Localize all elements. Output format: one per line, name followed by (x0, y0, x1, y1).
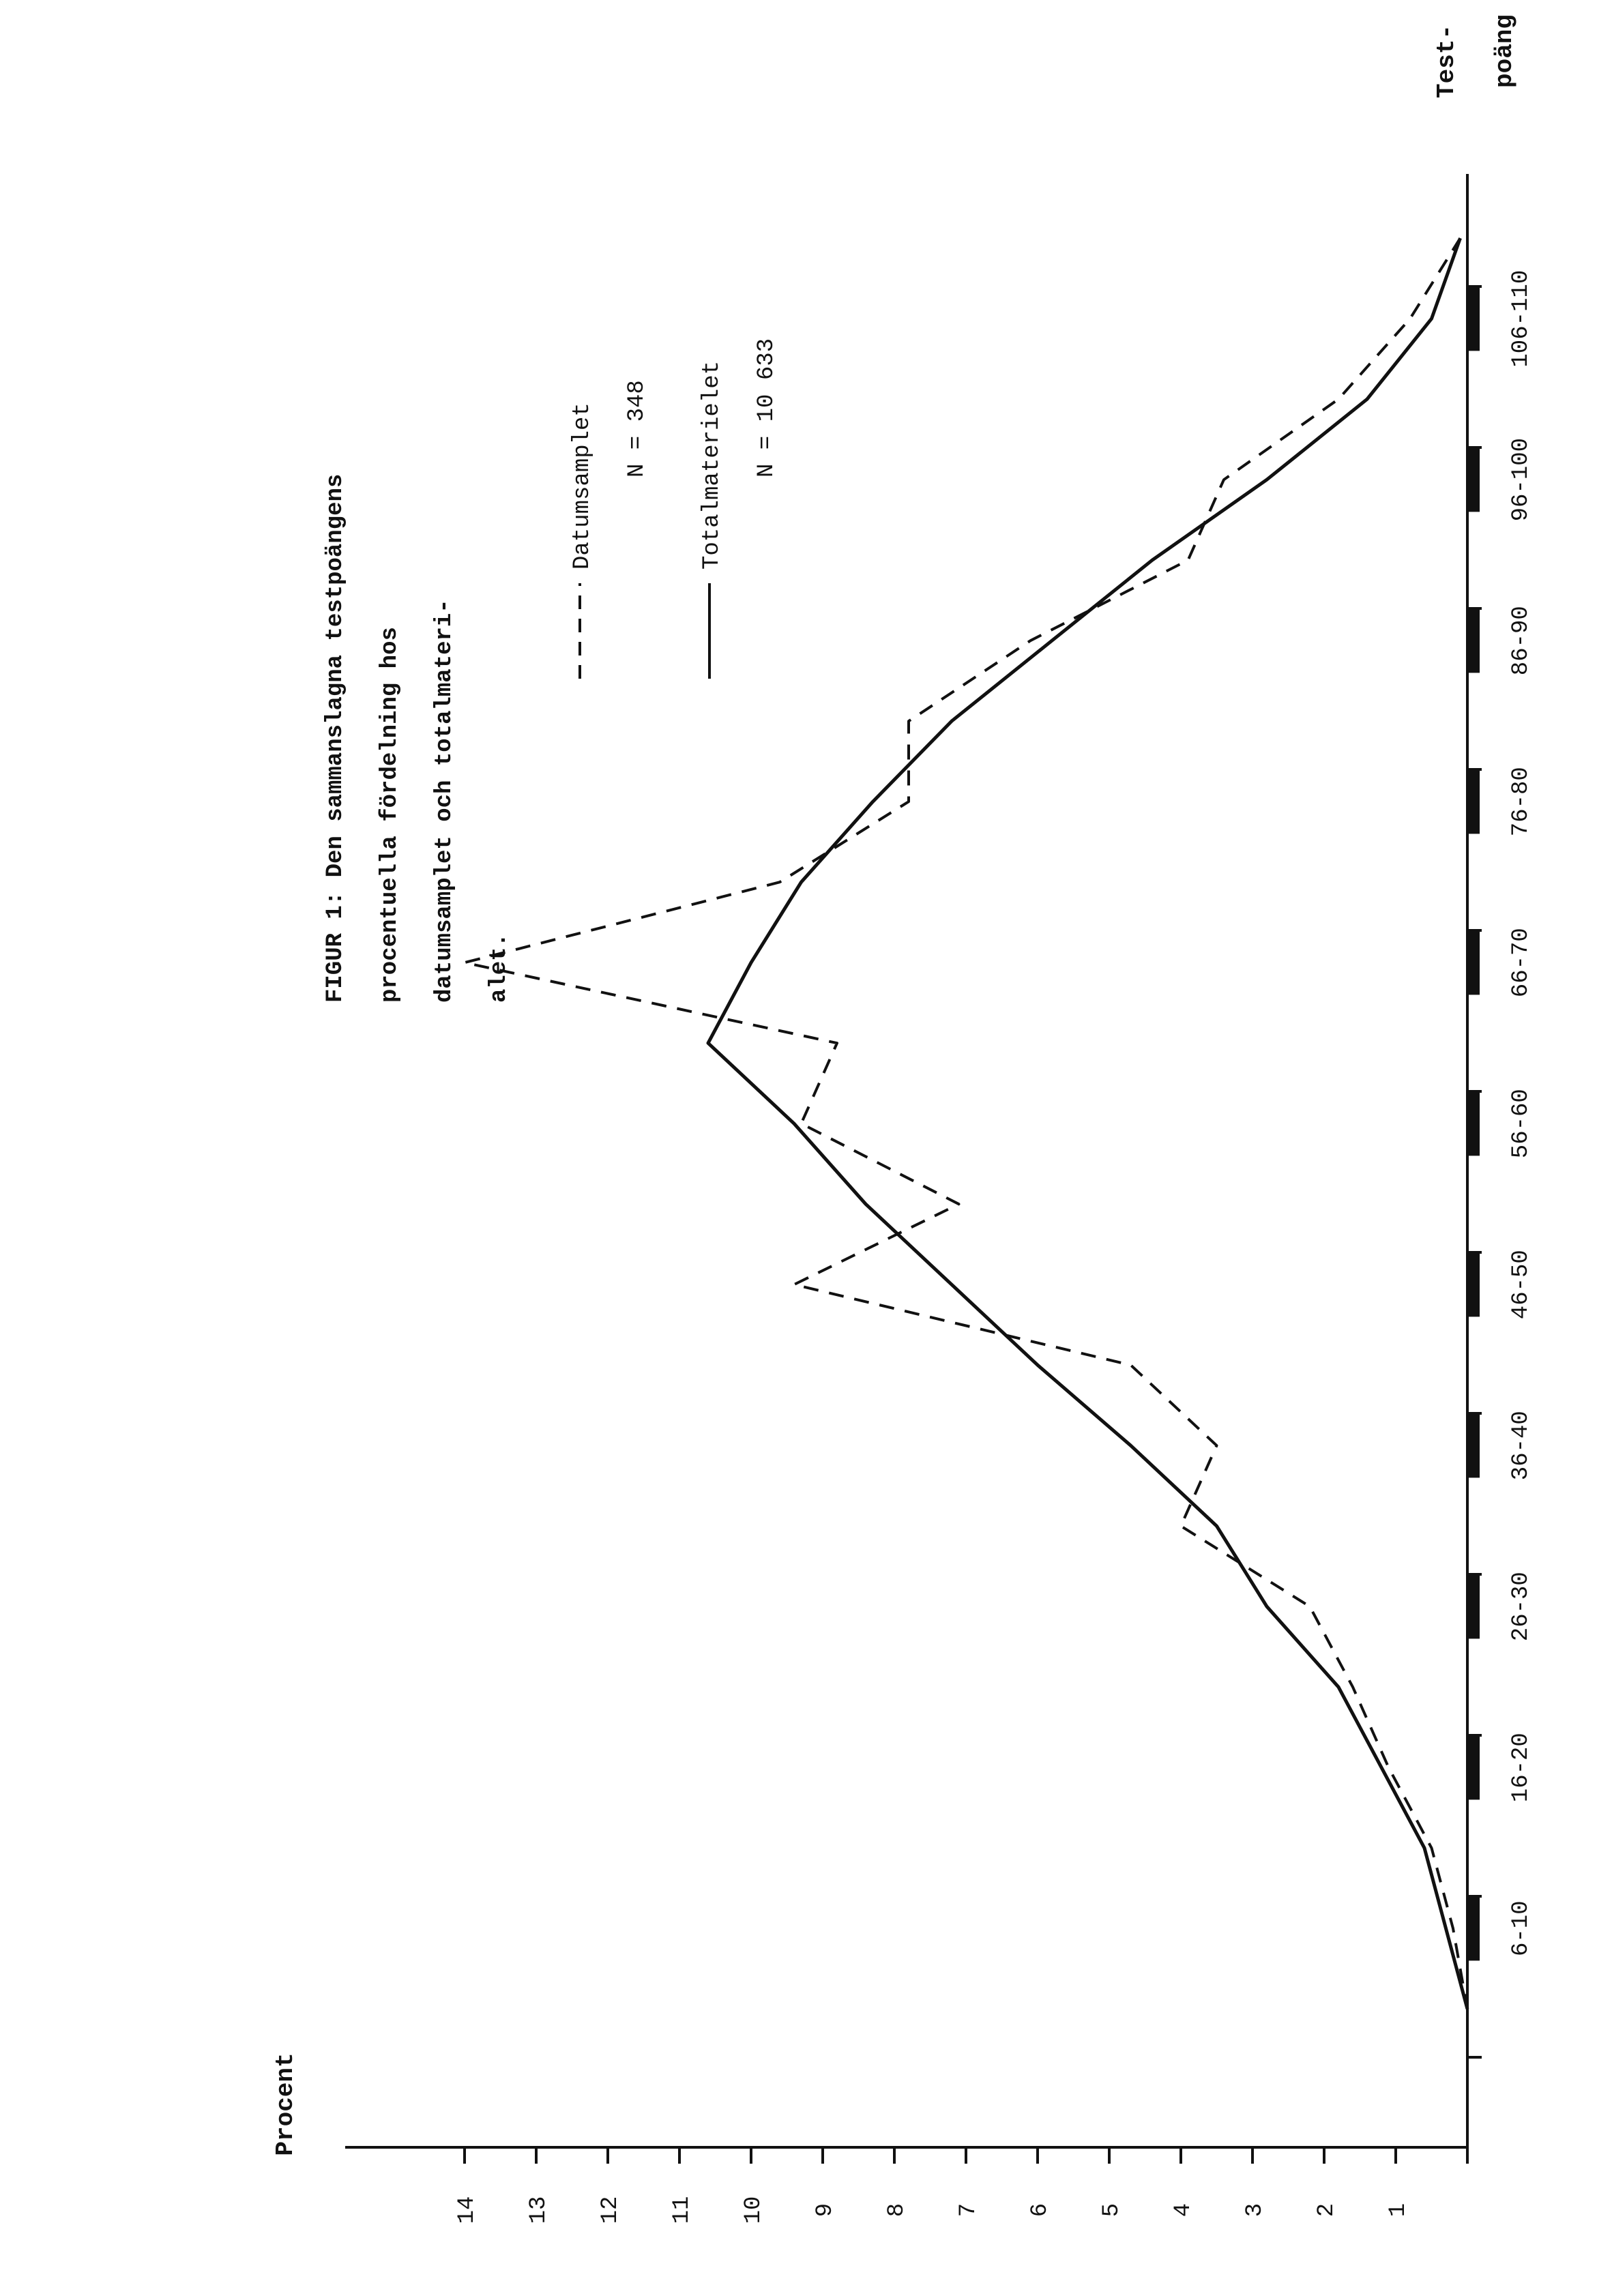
x-bin-bar (1467, 1413, 1480, 1477)
y-tick-label: 6 (1027, 2203, 1053, 2218)
x-tick-label: 16-20 (1508, 1733, 1534, 1803)
legend-label: Datumsamplet (570, 402, 596, 570)
y-tick-label: 4 (1171, 2203, 1197, 2218)
x-tick-label: 96-100 (1508, 437, 1534, 522)
y-tick-label: 1 (1386, 2203, 1411, 2218)
y-tick-label: 9 (812, 2203, 838, 2218)
caption-line: alet. (486, 932, 512, 1003)
x-bin-bar (1467, 769, 1480, 834)
legend-n: N = 348 (624, 380, 650, 477)
y-tick-label: 7 (956, 2203, 982, 2218)
caption (323, 474, 512, 1003)
x-bin-bar (1467, 1091, 1480, 1156)
x-bin-bar (1467, 286, 1480, 351)
legend-label: Totalmaterielet (699, 360, 725, 570)
x-tick-label: 66-70 (1508, 928, 1534, 998)
x-bin-bar (1467, 1252, 1480, 1316)
legend (570, 338, 780, 679)
x-tick-label: 46-50 (1508, 1250, 1534, 1320)
y-tick-label: 3 (1242, 2203, 1268, 2218)
caption-line: procentuella fördelning hos (377, 627, 403, 1003)
x-tick-label: 106-110 (1508, 269, 1534, 368)
x-tick-label: 76-80 (1508, 767, 1534, 837)
series-line-totalmaterielet (708, 238, 1467, 2009)
x-bin-bar (1467, 447, 1480, 512)
legend-n: N = 10 633 (754, 338, 780, 477)
y-tick-label: 14 (454, 2196, 480, 2224)
y-tick-label: 11 (669, 2196, 695, 2224)
y-tick-label: 5 (1099, 2203, 1125, 2218)
x-axis-title-line: Test- (1433, 24, 1461, 99)
series-line-datumsamplet (465, 238, 1467, 2009)
y-tick-label: 12 (598, 2196, 624, 2224)
x-bin-bar (1467, 608, 1480, 673)
caption-line: datumsamplet och totalmateri- (432, 599, 458, 1003)
y-tick-label: 10 (741, 2196, 767, 2224)
y-tick-label: 2 (1314, 2203, 1340, 2218)
y-tick-label: 13 (526, 2196, 552, 2224)
x-axis-title-line: poäng (1491, 14, 1519, 89)
x-tick-label: 26-30 (1508, 1572, 1534, 1642)
x-bin-bar (1467, 930, 1480, 995)
x-tick-label: 6-10 (1508, 1900, 1534, 1957)
x-tick-label: 56-60 (1508, 1089, 1534, 1159)
x-bin-bar (1467, 1735, 1480, 1799)
x-bin-bar (1467, 1896, 1480, 1960)
caption-title-line: FIGUR 1: Den sammanslagna testpoängens (323, 473, 349, 1003)
x-bin-bar (1467, 1574, 1480, 1638)
y-tick-label: 8 (884, 2203, 910, 2218)
y-axis-title: Procent (272, 2052, 299, 2156)
x-axis-title (1433, 14, 1519, 98)
x-tick-label: 36-40 (1508, 1411, 1534, 1481)
x-tick-label: 86-90 (1508, 606, 1534, 676)
